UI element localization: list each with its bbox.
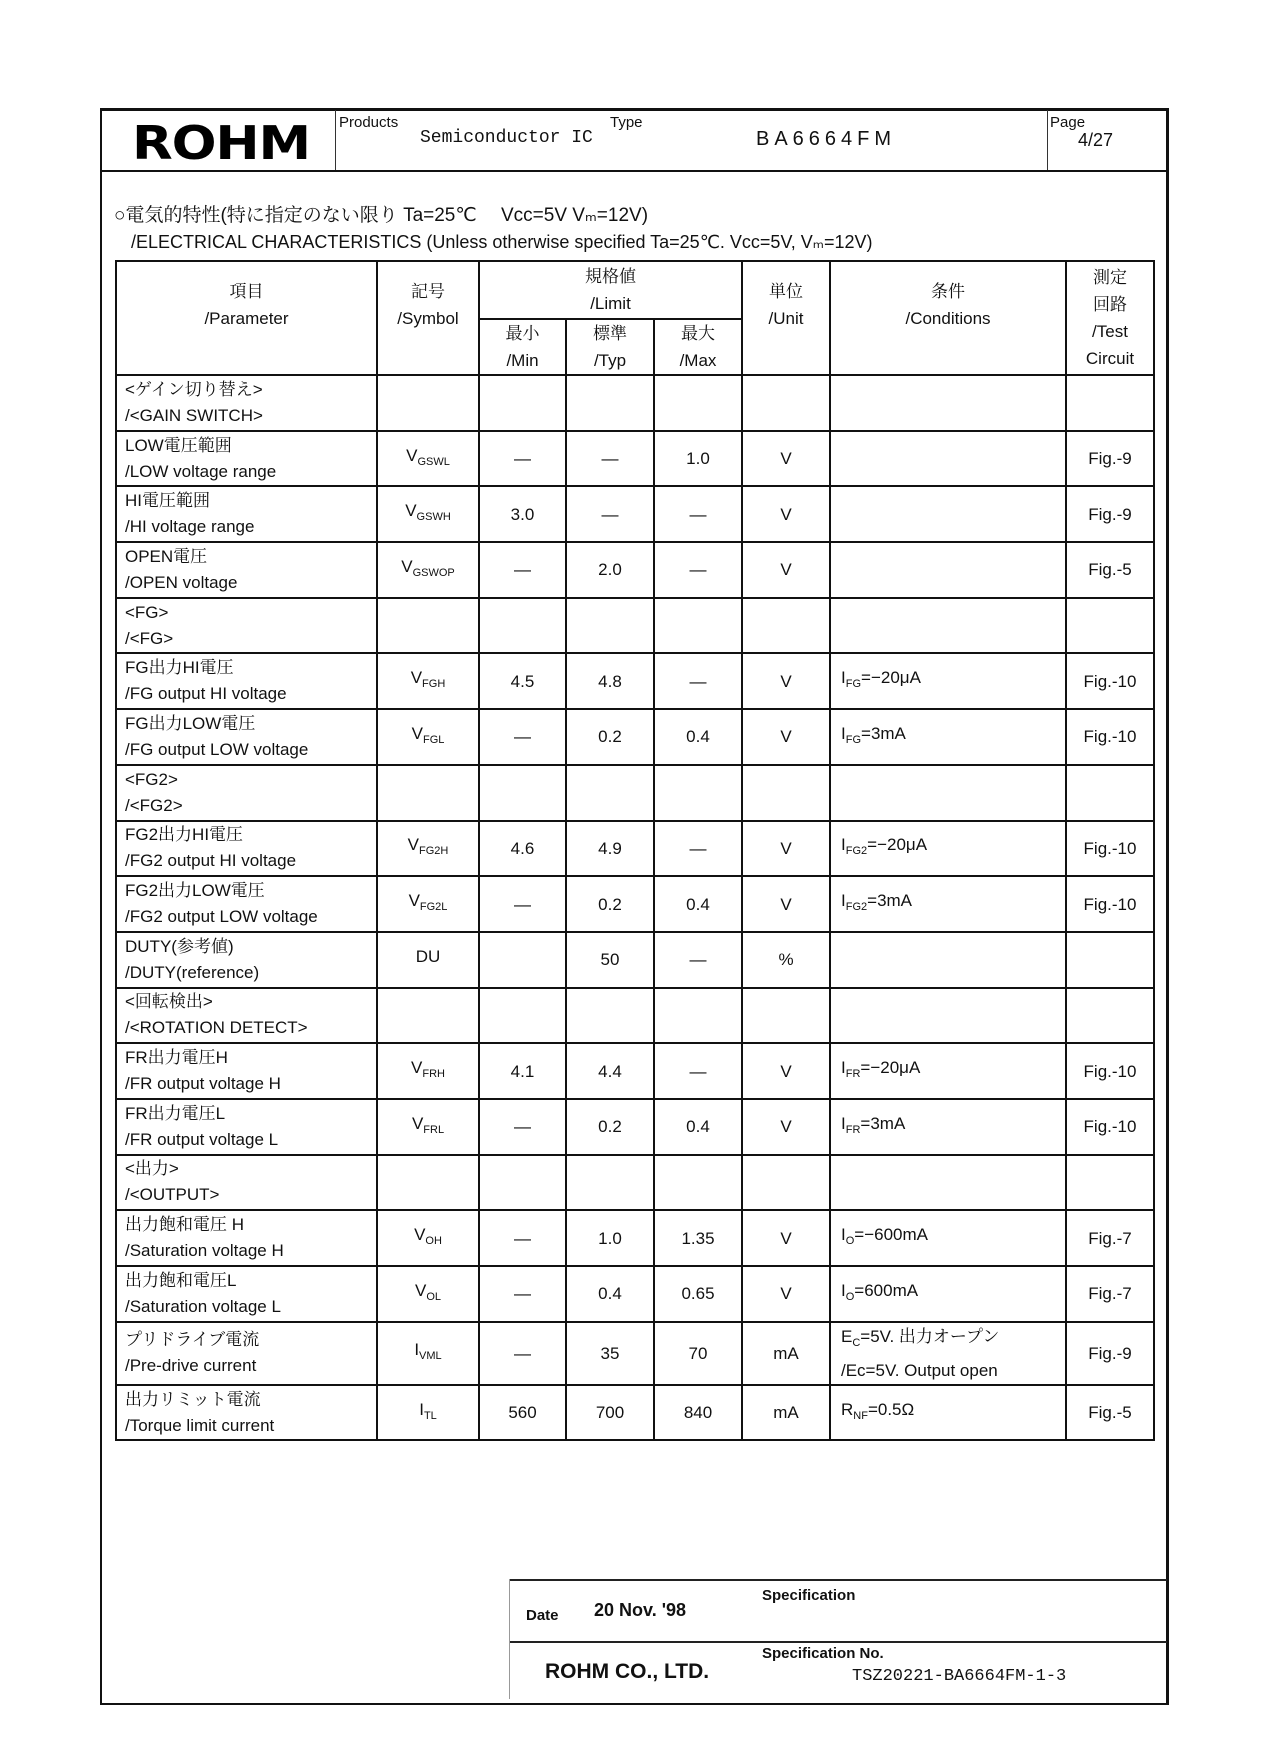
unit-cell: % bbox=[742, 932, 830, 988]
symbol-cell: $V_{FRH}$ bbox=[377, 1043, 479, 1099]
empty-cell bbox=[830, 598, 1066, 654]
table-row bbox=[116, 431, 1154, 487]
table-row bbox=[116, 1322, 1154, 1385]
table-row bbox=[116, 932, 1154, 988]
specification-label: Specification bbox=[762, 1587, 856, 1604]
unit-cell: mA bbox=[742, 1322, 830, 1385]
header-typ: 標準 /Typ bbox=[566, 319, 654, 375]
symbol-cell: $V_{FGH}$ bbox=[377, 653, 479, 709]
max-cell: 0.4 bbox=[654, 1099, 742, 1155]
specification-number-label: Specification No. bbox=[762, 1645, 884, 1662]
conditions-cell bbox=[830, 431, 1066, 487]
symbol-cell: $V_{FG2L}$ bbox=[377, 876, 479, 932]
conditions-cell: $I_{FG2}=3mA$ bbox=[830, 876, 1066, 932]
unit-cell: V bbox=[742, 1210, 830, 1266]
conditions-cell: $I_{FR}=3mA$ bbox=[830, 1099, 1066, 1155]
empty-cell bbox=[654, 375, 742, 431]
min-cell: 4.5 bbox=[479, 653, 566, 709]
type-label: Type bbox=[610, 114, 643, 131]
typ-cell: 50 bbox=[566, 932, 654, 988]
header-unit: 単位 /Unit bbox=[742, 261, 830, 375]
min-cell: — bbox=[479, 709, 566, 765]
typ-cell: 4.4 bbox=[566, 1043, 654, 1099]
empty-cell bbox=[479, 375, 566, 431]
test-circuit-cell: Fig.-9 bbox=[1066, 486, 1154, 542]
empty-cell bbox=[566, 1155, 654, 1211]
header-separator bbox=[1047, 110, 1048, 170]
typ-cell: 2.0 bbox=[566, 542, 654, 598]
max-cell: — bbox=[654, 486, 742, 542]
symbol-cell: DU bbox=[377, 932, 479, 988]
conditions-cell: $I_{FR}=-20\mu A$ bbox=[830, 1043, 1066, 1099]
min-cell: — bbox=[479, 1210, 566, 1266]
parameter-cell: プリドライブ電流 /Pre-drive current bbox=[116, 1322, 377, 1385]
test-circuit-cell: Fig.-7 bbox=[1066, 1266, 1154, 1322]
symbol-cell: $V_{OL}$ bbox=[377, 1266, 479, 1322]
header-limit: 規格値 /Limit bbox=[479, 261, 742, 319]
conditions-cell: $E_C=5V$. 出力オープン /Ec=5V. Output open bbox=[830, 1322, 1066, 1385]
min-cell: — bbox=[479, 876, 566, 932]
unit-cell: V bbox=[742, 431, 830, 487]
test-circuit-cell: Fig.-10 bbox=[1066, 653, 1154, 709]
unit-cell: V bbox=[742, 709, 830, 765]
unit-cell: mA bbox=[742, 1385, 830, 1441]
typ-cell: 35 bbox=[566, 1322, 654, 1385]
conditions-cell: $I_{FG}=-20\mu A$ bbox=[830, 653, 1066, 709]
empty-cell bbox=[1066, 988, 1154, 1044]
table-row bbox=[116, 1385, 1154, 1441]
section-row bbox=[116, 375, 1154, 431]
empty-cell bbox=[1066, 1155, 1154, 1211]
empty-cell bbox=[377, 765, 479, 821]
symbol-cell: $I_{TL}$ bbox=[377, 1385, 479, 1441]
empty-cell bbox=[1066, 598, 1154, 654]
unit-cell: V bbox=[742, 876, 830, 932]
header-test-circuit: 測定 回路 /Test Circuit bbox=[1066, 261, 1154, 375]
test-circuit-cell bbox=[1066, 932, 1154, 988]
conditions-cell: $I_{FG2}=-20\mu A$ bbox=[830, 821, 1066, 877]
unit-cell: V bbox=[742, 821, 830, 877]
page-number: 4/27 bbox=[1078, 130, 1114, 150]
symbol-cell: $V_{FG2H}$ bbox=[377, 821, 479, 877]
section-row bbox=[116, 765, 1154, 821]
max-cell: 0.4 bbox=[654, 709, 742, 765]
table-row bbox=[116, 821, 1154, 877]
typ-cell: 4.8 bbox=[566, 653, 654, 709]
empty-cell bbox=[742, 1155, 830, 1211]
test-circuit-cell: Fig.-10 bbox=[1066, 1099, 1154, 1155]
header-parameter: 項目 /Parameter bbox=[116, 261, 377, 375]
test-circuit-cell: Fig.-9 bbox=[1066, 431, 1154, 487]
header-conditions: 条件 /Conditions bbox=[830, 261, 1066, 375]
parameter-cell: FG出力HI電圧 /FG output HI voltage bbox=[116, 653, 377, 709]
parameter-cell: LOW電圧範囲 /LOW voltage range bbox=[116, 431, 377, 487]
parameter-cell: <FG> /<FG> bbox=[116, 598, 377, 654]
typ-cell: 4.9 bbox=[566, 821, 654, 877]
empty-cell bbox=[377, 1155, 479, 1211]
empty-cell bbox=[1066, 375, 1154, 431]
table-row bbox=[116, 1266, 1154, 1322]
products-label: Products bbox=[339, 114, 399, 131]
table-row bbox=[116, 1099, 1154, 1155]
parameter-cell: FR出力電圧L /FR output voltage L bbox=[116, 1099, 377, 1155]
parameter-cell: <ゲイン切り替え> /<GAIN SWITCH> bbox=[116, 375, 377, 431]
unit-cell: V bbox=[742, 1043, 830, 1099]
empty-cell bbox=[742, 988, 830, 1044]
unit-cell: V bbox=[742, 1266, 830, 1322]
max-cell: 840 bbox=[654, 1385, 742, 1441]
empty-cell bbox=[830, 988, 1066, 1044]
footer-divider bbox=[509, 1641, 1167, 1643]
unit-cell: V bbox=[742, 1099, 830, 1155]
max-cell: 1.35 bbox=[654, 1210, 742, 1266]
date-label: Date bbox=[526, 1607, 559, 1624]
empty-cell bbox=[479, 1155, 566, 1211]
max-cell: — bbox=[654, 821, 742, 877]
table-row bbox=[116, 486, 1154, 542]
rohm-logo: ROHM bbox=[132, 116, 311, 170]
table-row bbox=[116, 1210, 1154, 1266]
symbol-cell: $V_{OH}$ bbox=[377, 1210, 479, 1266]
max-cell: 1.0 bbox=[654, 431, 742, 487]
empty-cell bbox=[566, 988, 654, 1044]
max-cell: 70 bbox=[654, 1322, 742, 1385]
electrical-characteristics-table bbox=[115, 260, 1155, 1441]
typ-cell: 0.2 bbox=[566, 876, 654, 932]
parameter-cell: <出力> /<OUTPUT> bbox=[116, 1155, 377, 1211]
empty-cell bbox=[654, 1155, 742, 1211]
max-cell: 0.65 bbox=[654, 1266, 742, 1322]
max-cell: 0.4 bbox=[654, 876, 742, 932]
symbol-cell: $V_{FGL}$ bbox=[377, 709, 479, 765]
typ-cell: — bbox=[566, 431, 654, 487]
table-row bbox=[116, 709, 1154, 765]
min-cell: 4.1 bbox=[479, 1043, 566, 1099]
empty-cell bbox=[1066, 765, 1154, 821]
conditions-cell: $R_{NF}=0.5\Omega$ bbox=[830, 1385, 1066, 1441]
conditions-cell: $I_{FG}=3mA$ bbox=[830, 709, 1066, 765]
section-row bbox=[116, 988, 1154, 1044]
empty-cell bbox=[830, 375, 1066, 431]
min-cell: — bbox=[479, 1322, 566, 1385]
conditions-cell: $I_O=600mA$ bbox=[830, 1266, 1066, 1322]
header-min: 最小 /Min bbox=[479, 319, 566, 375]
unit-cell: V bbox=[742, 542, 830, 598]
symbol-cell: $I_{VML}$ bbox=[377, 1322, 479, 1385]
empty-cell bbox=[479, 765, 566, 821]
parameter-cell: DUTY(参考値) /DUTY(reference) bbox=[116, 932, 377, 988]
empty-cell bbox=[742, 598, 830, 654]
test-circuit-cell: Fig.-10 bbox=[1066, 876, 1154, 932]
empty-cell bbox=[654, 988, 742, 1044]
conditions-cell: $I_O=-600mA$ bbox=[830, 1210, 1066, 1266]
min-cell: 560 bbox=[479, 1385, 566, 1441]
title-english: /ELECTRICAL CHARACTERISTICS (Unless otherwise specified Ta=25℃. Vcc=5V, Vₘ=12V) bbox=[131, 232, 873, 252]
empty-cell bbox=[566, 375, 654, 431]
parameter-cell: 出力飽和電圧 H /Saturation voltage H bbox=[116, 1210, 377, 1266]
typ-cell: 1.0 bbox=[566, 1210, 654, 1266]
table-row bbox=[116, 542, 1154, 598]
table-row bbox=[116, 653, 1154, 709]
unit-cell: V bbox=[742, 653, 830, 709]
type-value: BA6664FM bbox=[756, 128, 897, 150]
parameter-cell: 出力飽和電圧L /Saturation voltage L bbox=[116, 1266, 377, 1322]
empty-cell bbox=[654, 765, 742, 821]
table-row bbox=[116, 876, 1154, 932]
symbol-cell: $V_{GSWOP}$ bbox=[377, 542, 479, 598]
symbol-cell: $V_{GSWL}$ bbox=[377, 431, 479, 487]
min-cell: 4.6 bbox=[479, 821, 566, 877]
empty-cell bbox=[566, 598, 654, 654]
title-japanese: ○電気的特性(特に指定のない限り Ta=25℃ Vcc=5V Vₘ=12V) bbox=[114, 205, 649, 226]
conditions-cell bbox=[830, 486, 1066, 542]
test-circuit-cell: Fig.-7 bbox=[1066, 1210, 1154, 1266]
header-separator bbox=[335, 110, 336, 170]
section-row bbox=[116, 1155, 1154, 1211]
test-circuit-cell: Fig.-5 bbox=[1066, 1385, 1154, 1441]
empty-cell bbox=[654, 598, 742, 654]
conditions-cell bbox=[830, 542, 1066, 598]
page-label: Page bbox=[1050, 114, 1086, 131]
max-cell: — bbox=[654, 653, 742, 709]
empty-cell bbox=[377, 988, 479, 1044]
header-symbol: 記号 /Symbol bbox=[377, 261, 479, 375]
min-cell bbox=[479, 932, 566, 988]
empty-cell bbox=[566, 765, 654, 821]
max-cell: — bbox=[654, 1043, 742, 1099]
empty-cell bbox=[377, 598, 479, 654]
specification-number: TSZ20221-BA6664FM-1-3 bbox=[852, 1667, 1067, 1686]
parameter-cell: <回転検出> /<ROTATION DETECT> bbox=[116, 988, 377, 1044]
unit-cell: V bbox=[742, 486, 830, 542]
empty-cell bbox=[830, 1155, 1066, 1211]
section-row bbox=[116, 598, 1154, 654]
parameter-cell: <FG2> /<FG2> bbox=[116, 765, 377, 821]
max-cell: — bbox=[654, 542, 742, 598]
parameter-cell: OPEN電圧 /OPEN voltage bbox=[116, 542, 377, 598]
max-cell: — bbox=[654, 932, 742, 988]
footer-separator bbox=[509, 1579, 510, 1699]
empty-cell bbox=[742, 765, 830, 821]
date-value: 20 Nov. '98 bbox=[594, 1600, 686, 1620]
symbol-cell: $V_{GSWH}$ bbox=[377, 486, 479, 542]
min-cell: — bbox=[479, 542, 566, 598]
typ-cell: 700 bbox=[566, 1385, 654, 1441]
min-cell: — bbox=[479, 431, 566, 487]
products-value: Semiconductor IC bbox=[420, 128, 593, 148]
test-circuit-cell: Fig.-10 bbox=[1066, 709, 1154, 765]
min-cell: — bbox=[479, 1099, 566, 1155]
company-name: ROHM CO., LTD. bbox=[545, 1660, 710, 1683]
parameter-cell: FG出力LOW電圧 /FG output LOW voltage bbox=[116, 709, 377, 765]
parameter-cell: FG2出力HI電圧 /FG2 output HI voltage bbox=[116, 821, 377, 877]
typ-cell: 0.2 bbox=[566, 1099, 654, 1155]
empty-cell bbox=[377, 375, 479, 431]
footer-divider bbox=[509, 1579, 1167, 1581]
min-cell: 3.0 bbox=[479, 486, 566, 542]
test-circuit-cell: Fig.-9 bbox=[1066, 1322, 1154, 1385]
parameter-cell: FG2出力LOW電圧 /FG2 output LOW voltage bbox=[116, 876, 377, 932]
typ-cell: — bbox=[566, 486, 654, 542]
empty-cell bbox=[742, 375, 830, 431]
test-circuit-cell: Fig.-10 bbox=[1066, 821, 1154, 877]
empty-cell bbox=[830, 765, 1066, 821]
test-circuit-cell: Fig.-10 bbox=[1066, 1043, 1154, 1099]
header-max: 最大 /Max bbox=[654, 319, 742, 375]
conditions-cell bbox=[830, 932, 1066, 988]
symbol-cell: $V_{FRL}$ bbox=[377, 1099, 479, 1155]
header-divider bbox=[100, 170, 1167, 172]
empty-cell bbox=[479, 988, 566, 1044]
table-row bbox=[116, 1043, 1154, 1099]
test-circuit-cell: Fig.-5 bbox=[1066, 542, 1154, 598]
typ-cell: 0.4 bbox=[566, 1266, 654, 1322]
empty-cell bbox=[479, 598, 566, 654]
min-cell: — bbox=[479, 1266, 566, 1322]
parameter-cell: FR出力電圧H /FR output voltage H bbox=[116, 1043, 377, 1099]
parameter-cell: 出力リミット電流 /Torque limit current bbox=[116, 1385, 377, 1441]
parameter-cell: HI電圧範囲 /HI voltage range bbox=[116, 486, 377, 542]
typ-cell: 0.2 bbox=[566, 709, 654, 765]
